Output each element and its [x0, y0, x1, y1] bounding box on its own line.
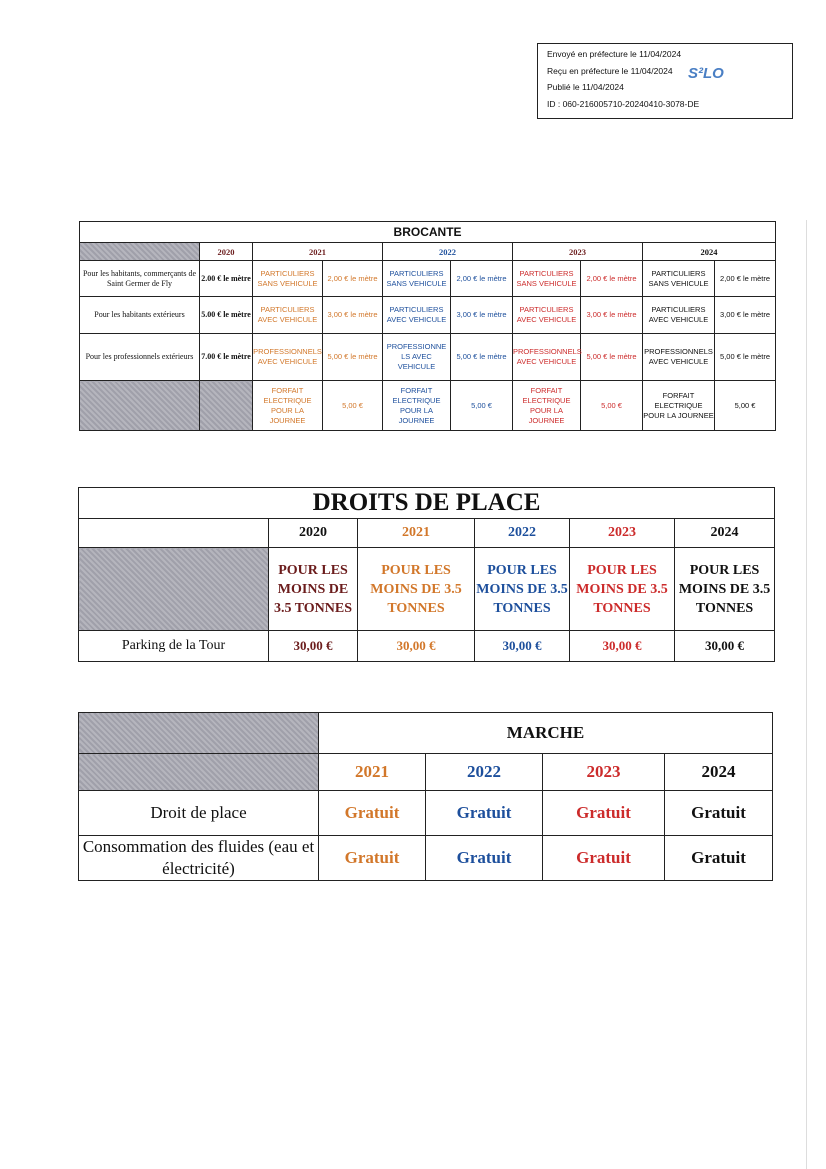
price-2020: 2.00 € le mètre [200, 261, 253, 297]
empty-cell [79, 519, 269, 548]
desc-2020: POUR LES MOINS DE 3.5 TONNES [269, 548, 358, 631]
price-2020: 7.00 € le mètre [200, 334, 253, 381]
row-label: Droit de place [79, 791, 319, 836]
gray-cell [80, 381, 200, 431]
desc-2023: POUR LES MOINS DE 3.5 TONNES [570, 548, 675, 631]
value-2023: Gratuit [543, 836, 665, 881]
gray-cell [200, 381, 253, 431]
price-2021: 2,00 € le mètre [323, 261, 383, 297]
price-2021: 3,00 € le mètre [323, 297, 383, 334]
year-2023: 2023 [543, 754, 665, 791]
value-2021: Gratuit [319, 791, 426, 836]
desc-2021: POUR LES MOINS DE 3.5 TONNES [358, 548, 475, 631]
price-2020: 30,00 € [269, 631, 358, 662]
droits-de-place-table [78, 487, 775, 662]
price-2023: 5,00 € le mètre [581, 334, 643, 381]
brocante-table [79, 221, 776, 431]
gray-cell [80, 243, 200, 261]
type-2021: PARTICULIERS SANS VEHICULE [253, 261, 323, 297]
desc-2022: POUR LES MOINS DE 3.5 TONNES [475, 548, 570, 631]
price-2021: 30,00 € [358, 631, 475, 662]
row-label: Pour les habitants, commerçants de Saint Germer de Fly [80, 261, 200, 297]
type-2022: FORFAIT ELECTRIQUE POUR LA JOURNEE [383, 381, 451, 431]
marche-title: MARCHE [319, 713, 773, 754]
brocante-title: BROCANTE [80, 222, 776, 243]
stamp-line-published: Publié le 11/04/2024 [547, 82, 624, 92]
row-label: Pour les habitants extérieurs [80, 297, 200, 334]
price-2023: 30,00 € [570, 631, 675, 662]
row-label: Parking de la Tour [79, 631, 269, 662]
type-2021: FORFAIT ELECTRIQUE POUR LA JOURNEE [253, 381, 323, 431]
year-2021: 2021 [253, 243, 383, 261]
type-2024: PARTICULIERS AVEC VEHICULE [643, 297, 715, 334]
type-2023: FORFAIT ELECTRIQUE POUR LA JOURNEE [513, 381, 581, 431]
type-2024: PROFESSIONNELS AVEC VEHICULE [643, 334, 715, 381]
type-2023: PARTICULIERS SANS VEHICULE [513, 261, 581, 297]
price-2023: 2,00 € le mètre [581, 261, 643, 297]
price-2021: 5,00 € le mètre [323, 334, 383, 381]
prefecture-stamp [537, 43, 793, 119]
type-2024: FORFAIT ELECTRIQUE POUR LA JOURNEE [643, 381, 715, 431]
year-2021: 2021 [319, 754, 426, 791]
value-2021: Gratuit [319, 836, 426, 881]
year-2022: 2022 [475, 519, 570, 548]
price-2022: 5,00 € [451, 381, 513, 431]
type-2022: PARTICULIERS AVEC VEHICULE [383, 297, 451, 334]
year-2024: 2024 [675, 519, 775, 548]
price-2024: 2,00 € le mètre [715, 261, 776, 297]
gray-cell [79, 713, 319, 754]
type-2021: PROFESSIONNELS AVEC VEHICULE [253, 334, 323, 381]
row-label: Pour les professionnels extérieurs [80, 334, 200, 381]
price-2022: 2,00 € le mètre [451, 261, 513, 297]
desc-2024: POUR LES MOINS DE 3.5 TONNES [675, 548, 775, 631]
price-2020: 5.00 € le mètre [200, 297, 253, 334]
type-2023: PROFESSIONNELS AVEC VEHICULE [513, 334, 581, 381]
value-2023: Gratuit [543, 791, 665, 836]
year-2022: 2022 [426, 754, 543, 791]
gray-cell [79, 548, 269, 631]
row-label: Consommation des fluides (eau et électricité) [79, 836, 319, 881]
droits-title: DROITS DE PLACE [79, 488, 775, 519]
marche-table [78, 712, 773, 881]
year-2020: 2020 [200, 243, 253, 261]
gray-cell [79, 754, 319, 791]
price-2024: 3,00 € le mètre [715, 297, 776, 334]
value-2022: Gratuit [426, 836, 543, 881]
scan-edge-line [806, 220, 807, 1169]
year-2021: 2021 [358, 519, 475, 548]
year-2020: 2020 [269, 519, 358, 548]
price-2023: 5,00 € [581, 381, 643, 431]
type-2023: PARTICULIERS AVEC VEHICULE [513, 297, 581, 334]
value-2024: Gratuit [665, 791, 773, 836]
price-2024: 5,00 € le mètre [715, 334, 776, 381]
year-2024: 2024 [643, 243, 776, 261]
value-2024: Gratuit [665, 836, 773, 881]
stamp-line-received: Reçu en préfecture le 11/04/2024 [547, 65, 673, 76]
price-2023: 3,00 € le mètre [581, 297, 643, 334]
year-2024: 2024 [665, 754, 773, 791]
slo-logo: S²LO [688, 65, 724, 82]
type-2024: PARTICULIERS SANS VEHICULE [643, 261, 715, 297]
stamp-line-sent: Envoyé en préfecture le 11/04/2024 [547, 49, 682, 59]
type-2022: PARTICULIERS SANS VEHICULE [383, 261, 451, 297]
value-2022: Gratuit [426, 791, 543, 836]
price-2022: 5,00 € le mètre [451, 334, 513, 381]
price-2022: 30,00 € [475, 631, 570, 662]
price-2024: 30,00 € [675, 631, 775, 662]
year-2022: 2022 [383, 243, 513, 261]
type-2022: PROFESSIONNE LS AVEC VEHICULE [383, 334, 451, 381]
type-2021: PARTICULIERS AVEC VEHICULE [253, 297, 323, 334]
year-2023: 2023 [513, 243, 643, 261]
price-2024: 5,00 € [715, 381, 776, 431]
year-2023: 2023 [570, 519, 675, 548]
price-2021: 5,00 € [323, 381, 383, 431]
price-2022: 3,00 € le mètre [451, 297, 513, 334]
stamp-line-id: ID : 060-216005710-20240410-3078-DE [547, 98, 700, 109]
